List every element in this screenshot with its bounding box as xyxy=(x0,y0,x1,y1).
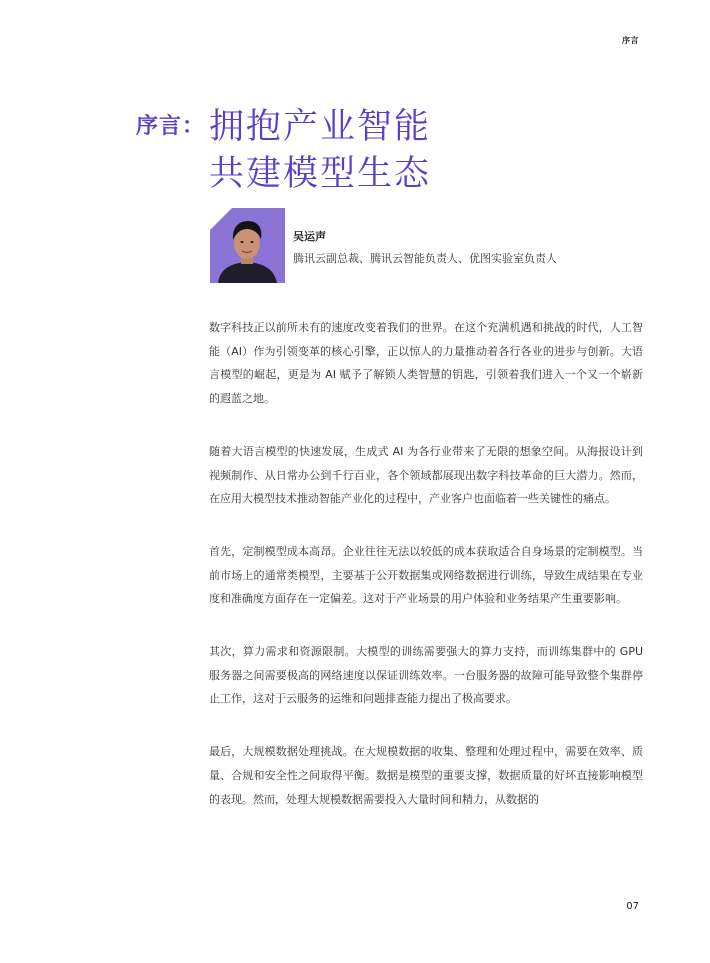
author-name: 吴运声 xyxy=(293,230,326,243)
portrait-corner-cutout xyxy=(210,208,232,230)
running-header-section-label: 序言 xyxy=(622,36,639,45)
page-title xyxy=(209,104,431,198)
article-body xyxy=(209,316,643,840)
body-paragraph: 首先，定制模型成本高昂。企业往往无法以较低的成本获取适合自身场景的定制模型。当前市场上的通常类模型，主要基于公开数据集或网络数据进行训练，导致生成结果在专业度和准确度方面存在一定偏差。这对于产业场景的用户体验和业务结果产生重要影响。 xyxy=(209,544,643,606)
body-paragraph: 其次，算力需求和资源限制。大模型的训练需要强大的算力支持，而训练集群中的 GPU 服务器之间需要极高的网络速度以保证训练效率。一台服务器的故障可能导致整个集群停止工作，这对于云服务的运维和问题排查能力提出了极高要求。 xyxy=(209,645,643,706)
author-portrait xyxy=(210,208,285,283)
title-line-2: 共建模型生态 xyxy=(209,154,432,194)
body-paragraph: 随着大语言模型的快速发展，生成式 AI 为各行业带来了无限的想象空间。从海报设计到视频制作、从日常办公到千行百业，各个领域都展现出数字科技革命的巨大潜力。然而，在应用大模型技术推动智能产业化的过程中，产业客户也面临着一些关键性的痛点。 xyxy=(209,444,643,506)
author-block xyxy=(210,208,630,283)
page-number: 07 xyxy=(626,901,639,912)
title-prefix: 序言： xyxy=(136,114,206,139)
body-paragraph: 数字科技正以前所未有的速度改变着我们的世界。在这个充满机遇和挑战的时代，人工智能（AI）作为引领变革的核心引擎，正以惊人的力量推动着各行各业的进步与创新。大语言模型的崛起，更是为 AI 赋予了解锁人类智慧的钥匙，引领着我们进入一个又一个崭新的遐蓝之地。 xyxy=(209,321,643,406)
body-paragraph: 最后，大规模数据处理挑战。在大规模数据的收集、整理和处理过程中，需要在效率、质量、合规和安全性之间取得平衡。数据是模型的重要支撑，数据质量的好坏直接影响模型的表现。然而，处理大规模数据需要投入大量时间和精力，从数据的 xyxy=(209,745,643,806)
title-line-1: 拥抱产业智能 xyxy=(209,107,432,147)
author-position: 腾讯云副总裁、腾讯云智能负责人、优图实验室负责人 xyxy=(293,252,557,265)
